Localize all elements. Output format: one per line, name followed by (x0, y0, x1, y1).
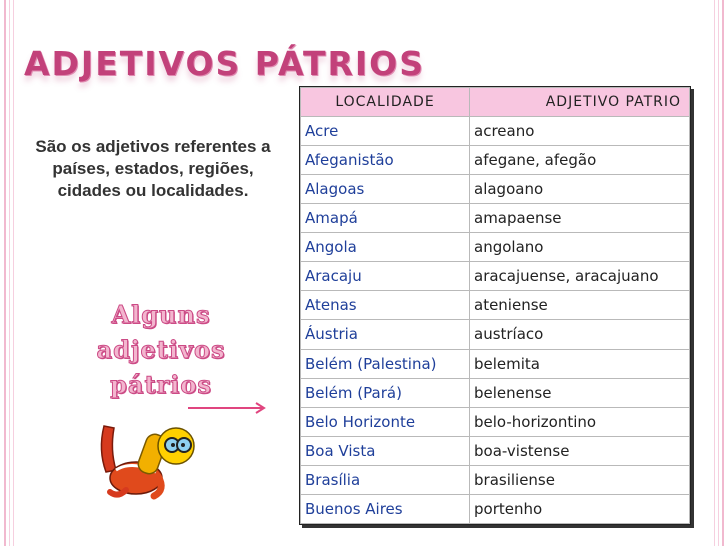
locality-cell: Angola (301, 233, 470, 262)
locality-cell: Atenas (301, 291, 470, 320)
side-stripe-right (722, 0, 724, 546)
side-stripe-left (4, 0, 6, 546)
adjective-cell: alagoano (470, 175, 690, 204)
slide-title: ADJETIVOS PÁTRIOS (24, 44, 425, 83)
table-row (301, 320, 690, 349)
table-row (301, 436, 690, 465)
table-row (301, 262, 690, 291)
adjective-cell: aracajuense, aracajuano (470, 262, 690, 291)
adjective-cell: angolano (470, 233, 690, 262)
callout-text (80, 297, 242, 402)
table-row (301, 117, 690, 146)
side-stripe-right (718, 0, 719, 546)
adjective-cell: brasiliense (470, 465, 690, 494)
locality-cell: Acre (301, 117, 470, 146)
intro-text: São os adjetivos referentes a países, estados, regiões, cidades ou localidades. (35, 137, 271, 200)
locality-cell: Brasília (301, 465, 470, 494)
arrow-right-icon (188, 400, 270, 416)
adjective-cell: belenense (470, 378, 690, 407)
table-row (301, 146, 690, 175)
adjective-cell: acreano (470, 117, 690, 146)
locality-cell: Alagoas (301, 175, 470, 204)
locality-cell: Boa Vista (301, 436, 470, 465)
locality-cell: Aracaju (301, 262, 470, 291)
locality-cell: Belém (Palestina) (301, 349, 470, 378)
adjective-cell: ateniense (470, 291, 690, 320)
column-header-adjective: ADJETIVO PATRIO (470, 88, 690, 117)
column-header-locality: LOCALIDADE (301, 88, 470, 117)
table-row (301, 204, 690, 233)
diver-mascot-icon (96, 420, 206, 502)
adjectives-table (299, 86, 691, 525)
table-row (301, 233, 690, 262)
table-header-row (301, 88, 690, 117)
table-row (301, 494, 690, 523)
adjective-cell: amapaense (470, 204, 690, 233)
locality-cell: Buenos Aires (301, 494, 470, 523)
locality-cell: Belo Horizonte (301, 407, 470, 436)
adjective-cell: afegane, afegão (470, 146, 690, 175)
locality-cell: Áustria (301, 320, 470, 349)
side-stripe-left (9, 0, 10, 546)
callout-line: pátrios (110, 370, 212, 399)
locality-cell: Amapá (301, 204, 470, 233)
adjective-cell: portenho (470, 494, 690, 523)
table-row (301, 465, 690, 494)
adjective-cell: belemita (470, 349, 690, 378)
side-stripe-left (13, 0, 14, 546)
table-row (301, 291, 690, 320)
table-row (301, 407, 690, 436)
adjective-cell: boa-vistense (470, 436, 690, 465)
table-row (301, 349, 690, 378)
adjective-cell: belo-horizontino (470, 407, 690, 436)
callout-line: Alguns (111, 300, 211, 329)
table-row (301, 175, 690, 204)
callout-line: adjetivos (96, 335, 226, 364)
adjective-cell: austríaco (470, 320, 690, 349)
locality-cell: Afeganistão (301, 146, 470, 175)
table-row (301, 378, 690, 407)
locality-cell: Belém (Pará) (301, 378, 470, 407)
side-stripe-right (714, 0, 715, 546)
